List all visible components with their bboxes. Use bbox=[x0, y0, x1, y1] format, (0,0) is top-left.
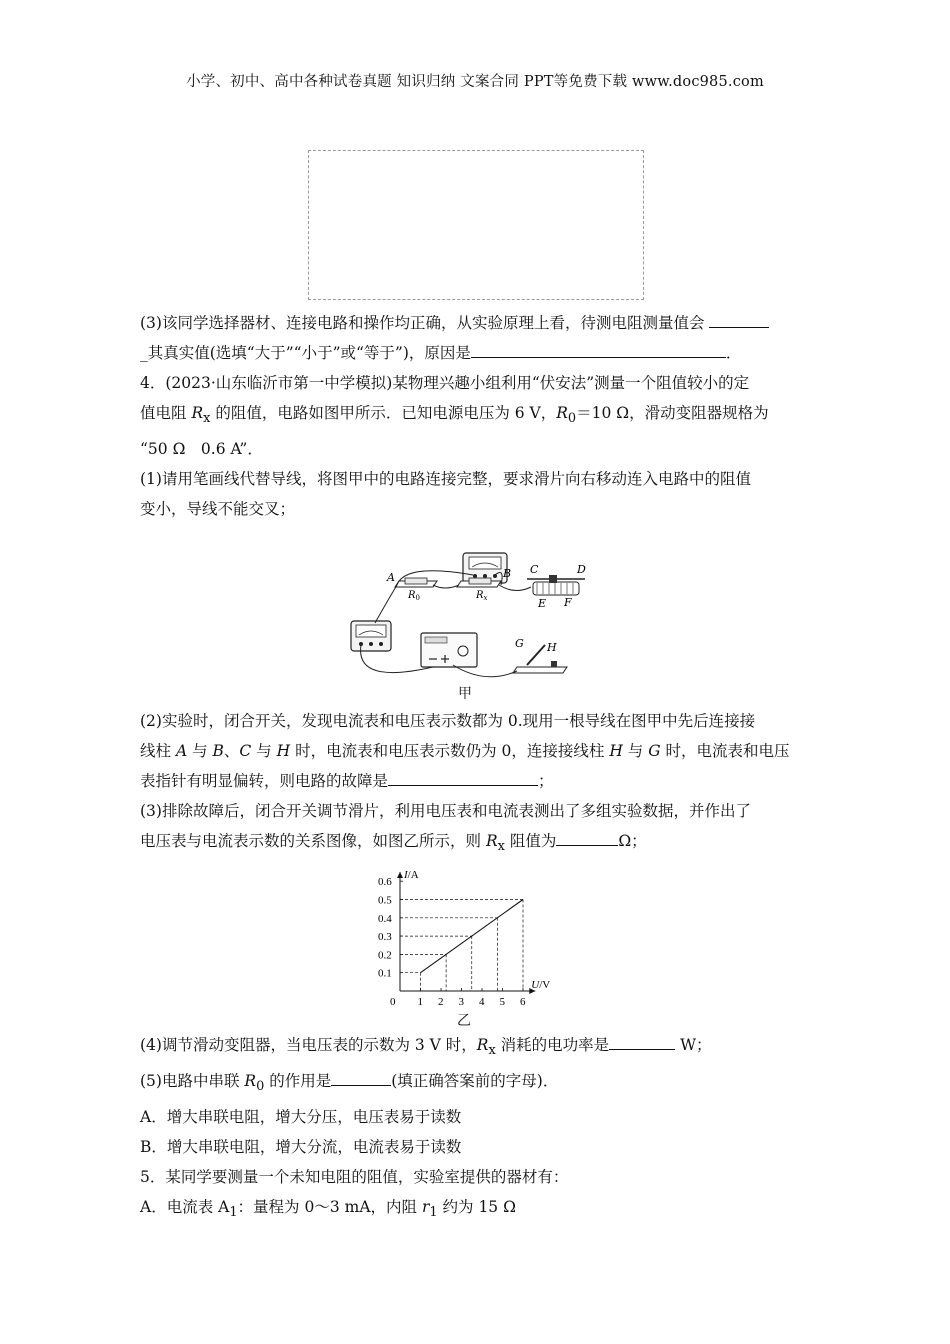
y-axis-label: I/A bbox=[404, 869, 419, 882]
q4-part3-line2: 电压表与电流表示数的关系图像，如图乙所示，则 $R_x$ 阻值为 Ω； bbox=[140, 826, 812, 862]
label-F: F bbox=[564, 596, 572, 609]
label-H: H bbox=[547, 641, 557, 654]
q4-part2-line2: 线柱 A 与 B、C 与 H 时，电流表和电压表示数仍为 0，连接接线柱 H 与 G 时，电流表和电压 bbox=[140, 742, 790, 760]
label-D: D bbox=[577, 563, 586, 576]
power-supply bbox=[421, 633, 477, 667]
x-tick-label: 5 bbox=[499, 996, 505, 1008]
label-Rx: $R_x$ bbox=[476, 590, 488, 602]
x-tick-label: 0 bbox=[390, 996, 396, 1008]
page-header: 小学、初中、高中各种试卷真题 知识归纳 文案合同 PPT等免费下载 www.doc985.com bbox=[186, 74, 764, 90]
y-tick-label: 0.3 bbox=[378, 931, 392, 944]
question-block-top bbox=[140, 308, 812, 524]
x-tick-label: 2 bbox=[438, 996, 444, 1008]
label-R0: $R_0$ bbox=[408, 590, 420, 602]
x-axis-label: U/V bbox=[531, 979, 551, 991]
x-tick-label: 1 bbox=[417, 996, 423, 1008]
q4-part4: (4)调节滑动变阻器，当电压表的示数为 3 V 时，$R_x$ 消耗的电功率是 W； bbox=[140, 1030, 812, 1066]
q4-option-b: B．增大串联电阻，增大分流，电流表易于读数 bbox=[140, 1138, 462, 1157]
answer-blank bbox=[709, 309, 769, 328]
y-axis-arrow bbox=[397, 872, 403, 878]
q5-stem: 5．某同学要测量一个未知电阻的阻值，实验室提供的器材有： bbox=[140, 1168, 569, 1187]
y-tick-label: 0.1 bbox=[378, 967, 392, 980]
x-tick-label: 4 bbox=[479, 996, 485, 1008]
q4-stem-line3: “50 Ω 0.6 A”． bbox=[140, 440, 263, 459]
label-G: G bbox=[515, 637, 524, 650]
q4-part1-line1: (1)请用笔画线代替导线，将图甲中的电路连接完整，要求滑片向右移动连入电路中的阻值 bbox=[140, 470, 751, 489]
q4-part2-line3: 表指针有明显偏转，则电路的故障是 ； bbox=[140, 766, 812, 796]
answer-blank bbox=[556, 827, 618, 846]
x-tick-label: 3 bbox=[458, 996, 464, 1008]
y-tick-label: 0.2 bbox=[378, 949, 392, 962]
rheostat bbox=[527, 575, 585, 595]
label-C: C bbox=[530, 563, 539, 576]
q5-option-a: A．电流表 $A_1$：量程为 0～3 mA，内阻 $r_1$ 约为 15 Ω bbox=[140, 1198, 516, 1221]
circuit-figure bbox=[345, 545, 605, 695]
answer-blank bbox=[609, 1031, 675, 1050]
q4-part1-line2: 变小，导线不能交叉； bbox=[140, 500, 296, 519]
question-block-bottom bbox=[140, 1030, 812, 1228]
q4-part5: (5)电路中串联 $R_0$ 的作用是 (填正确答案前的字母)． bbox=[140, 1066, 812, 1102]
label-B: B bbox=[503, 567, 512, 580]
q4-part2-line1: (2)实验时，闭合开关，发现电流表和电压表示数都为 0.现用一根导线在图甲中先后连接接 bbox=[140, 712, 756, 730]
answer-blank bbox=[471, 339, 726, 358]
x-tick-label: 6 bbox=[520, 996, 526, 1008]
q4-option-a: A．增大串联电阻，增大分压，电压表易于读数 bbox=[140, 1108, 462, 1127]
label-E: E bbox=[538, 597, 547, 610]
q3-part3-line1: (3)该同学选择器材、连接电路和操作均正确，从实验原理上看，待测电阻测量值会 bbox=[140, 308, 812, 338]
y-tick-label: 0.4 bbox=[378, 912, 392, 925]
q4-stem-line1: 4．(2023·山东临沂市第一中学模拟)某物理兴趣小组利用“伏安法”测量一个阻值较小的定 bbox=[140, 374, 750, 392]
figure-caption-yi: 乙 bbox=[457, 1013, 471, 1029]
y-tick-label: 0.6 bbox=[378, 876, 392, 889]
label-A: A bbox=[387, 571, 395, 584]
iu-chart bbox=[360, 855, 580, 1010]
answer-blank bbox=[388, 767, 538, 786]
q4-stem-line2: 值电阻 $R_x$ 的阻值，电路如图甲所示．已知电源电压为 6 V，$R_0=10$ Ω，滑动变阻器规格为 bbox=[140, 404, 769, 427]
answer-blank bbox=[331, 1067, 391, 1086]
question-block-middle bbox=[140, 706, 812, 862]
ammeter bbox=[351, 621, 391, 651]
y-tick-label: 0.5 bbox=[378, 894, 392, 907]
resistor-R0 bbox=[395, 578, 437, 587]
q3-part3-line2: _其真实值(选填“大于”“小于”或“等于”)，原因是 ． bbox=[140, 338, 812, 368]
figure-caption-jia: 甲 bbox=[458, 686, 472, 702]
answer-drawing-box bbox=[308, 150, 644, 300]
q4-part3-line1: (3)排除故障后，闭合开关调节滑片，利用电压表和电流表测出了多组实验数据，并作出了 bbox=[140, 802, 751, 820]
